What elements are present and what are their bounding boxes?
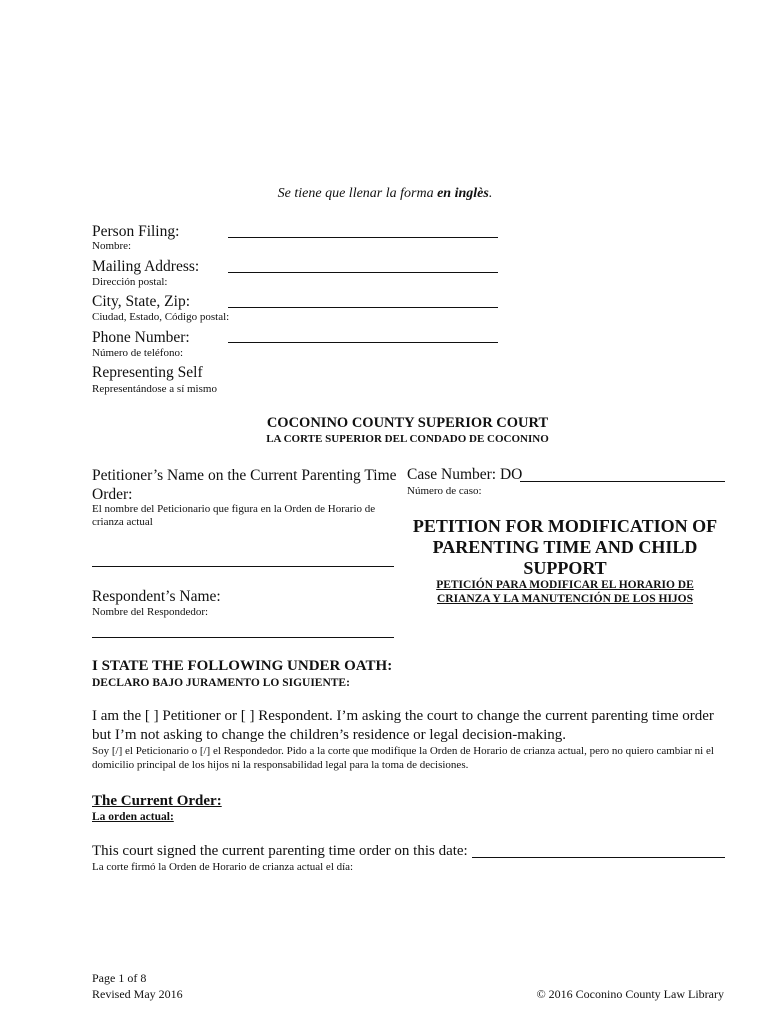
current-order-heading-es: La orden actual: xyxy=(92,811,174,823)
page-number: Page 1 of 8 xyxy=(92,971,147,985)
oath-heading-es: DECLARO BAJO JURAMENTO LO SIGUIENTE: xyxy=(92,677,350,689)
revised-date: Revised May 2016 xyxy=(92,987,183,1001)
petitioner-name-label: Petitioner’s Name on the Current Parenting Time Order: xyxy=(92,467,397,503)
phone-number-label: Phone Number: xyxy=(92,329,190,346)
city-state-zip-sub: Ciudad, Estado, Código postal: xyxy=(92,311,230,323)
order-signed-label: This court signed the current parenting time order on this date: xyxy=(92,843,468,859)
fill-in-english-instruction: Se tiene que llenar la forma en inglès. xyxy=(277,186,493,201)
mailing-address-sub: Dirección postal: xyxy=(92,276,168,288)
petition-title: PETITION FOR MODIFICATION OF PARENTING TIME AND CHILD SUPPORT xyxy=(412,516,718,578)
case-number-field[interactable] xyxy=(520,481,725,482)
petitioner-name-sub: El nombre del Peticionario que figura en la Orden de Horario de crianza actual xyxy=(92,503,376,528)
mailing-address-label: Mailing Address: xyxy=(92,258,200,275)
petition-title-es: PETICIÓN PARA MODIFICAR EL HORARIO DE CRIANZA Y LA MANUTENCIÓN DE LOS HIJOS xyxy=(436,579,694,605)
case-number-label: Case Number: DO xyxy=(407,466,523,483)
city-state-zip-field[interactable] xyxy=(228,307,498,308)
person-filing-field[interactable] xyxy=(228,237,498,238)
phone-number-sub: Número de teléfono: xyxy=(92,347,184,359)
respondent-name-sub: Nombre del Respondedor: xyxy=(92,606,209,618)
person-filing-sub: Nombre: xyxy=(92,240,132,252)
case-number-sub: Número de caso: xyxy=(407,485,482,497)
statement-es: Soy [/] el Peticionario o [/] el Respondedor. Pido a la corte que modifique la Orden de Horario de crianza actual, pero no quiero cambiar ni el domicilio principal de los hijos ni la responsabilidad legal para la toma de decisiones. xyxy=(92,745,714,771)
person-filing-label: Person Filing: xyxy=(92,223,180,240)
petitioner-name-field[interactable] xyxy=(92,566,394,567)
oath-heading: I STATE THE FOLLOWING UNDER OATH: xyxy=(92,658,393,674)
representing-self-sub: Representándose a sí mismo xyxy=(92,383,217,395)
court-name-es: LA CORTE SUPERIOR DEL CONDADO DE COCONINO xyxy=(266,433,549,445)
respondent-name-field[interactable] xyxy=(92,637,394,638)
current-order-heading: The Current Order: xyxy=(92,793,222,809)
copyright-notice: © 2016 Coconino County Law Library xyxy=(536,987,724,1001)
statement-en: I am the [ ] Petitioner or [ ] Respondent. I’m asking the court to change the current parenting time order but I’m not asking to change the children’s residence or legal decision-making. xyxy=(92,708,714,743)
order-signed-label-es: La corte firmó la Orden de Horario de crianza actual el día: xyxy=(92,861,354,873)
mailing-address-field[interactable] xyxy=(228,272,498,273)
respondent-name-label: Respondent’s Name: xyxy=(92,588,221,605)
phone-number-field[interactable] xyxy=(228,342,498,343)
city-state-zip-label: City, State, Zip: xyxy=(92,293,191,310)
representing-self-label: Representing Self xyxy=(92,364,203,381)
order-signed-date-field[interactable] xyxy=(472,857,725,858)
court-name: COCONINO COUNTY SUPERIOR COURT xyxy=(266,415,549,431)
